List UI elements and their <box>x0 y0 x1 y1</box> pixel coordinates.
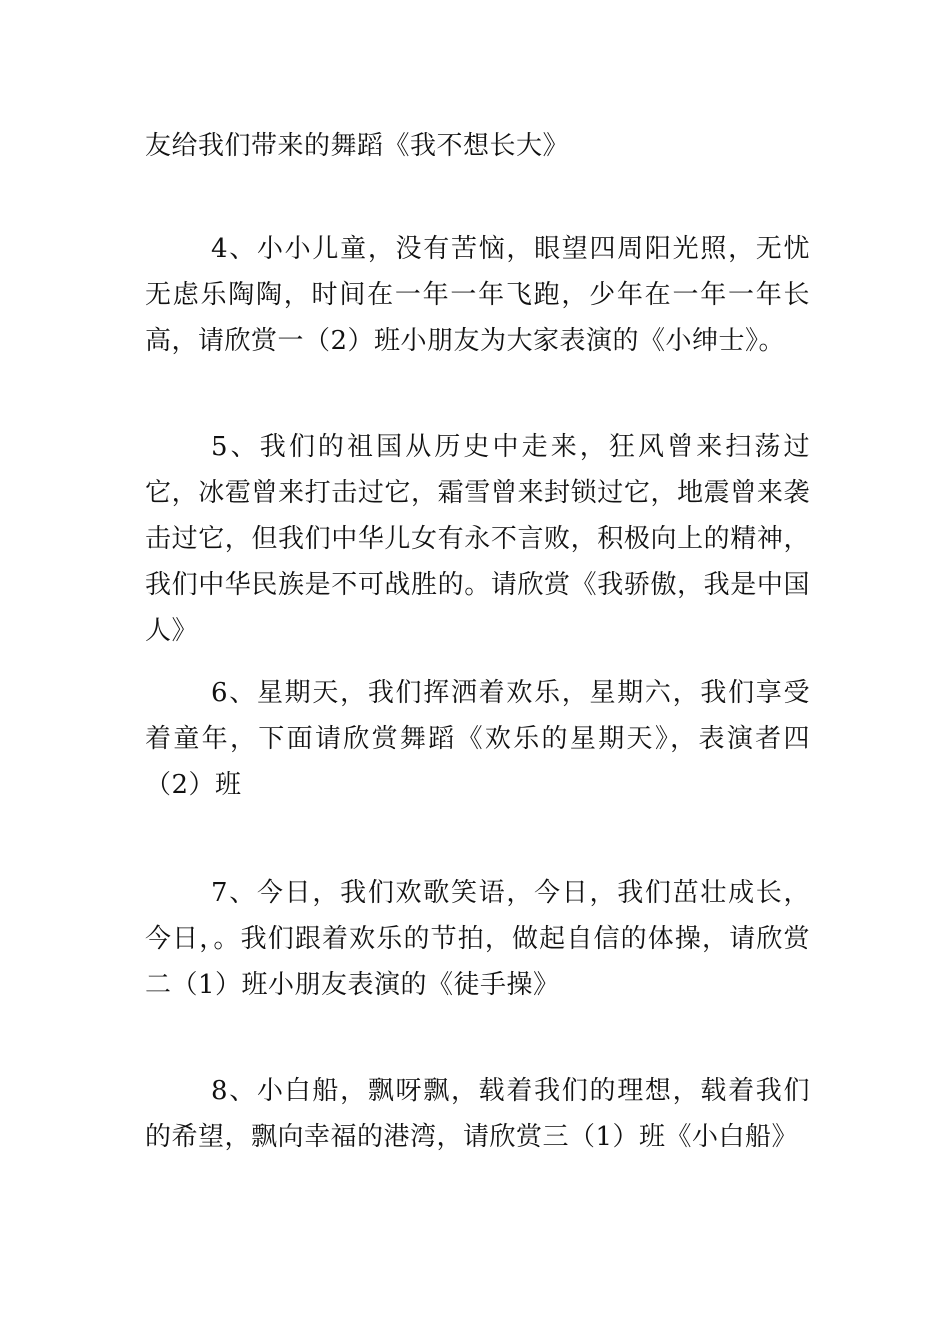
paragraph-item-7: 7、今日，我们欢歌笑语，今日，我们茁壮成长，今日，。我们跟着欢乐的节拍，做起自信的体操，请欣赏二（1）班小朋友表演的《徒手操》 <box>145 878 810 1000</box>
paragraph-continuation: 友给我们带来的舞蹈《我不想长大》 <box>145 131 570 161</box>
document-page <box>145 0 810 1344</box>
paragraph-item-4: 4、小小儿童，没有苦恼，眼望四周阳光照，无忧无虑乐陶陶，时间在一年一年飞跑，少年在一年一年长高，请欣赏一（2）班小朋友为大家表演的《小绅士》。 <box>145 234 810 356</box>
paragraph-item-8: 8、小白船，飘呀飘，载着我们的理想，载着我们的希望，飘向幸福的港湾，请欣赏三（1）班《小白船》 <box>145 1076 810 1152</box>
paragraph-item-6: 6、星期天，我们挥洒着欢乐，星期六，我们享受着童年，下面请欣赏舞蹈《欢乐的星期天》，表演者四（2）班 <box>145 678 810 800</box>
paragraph-item-5: 5、我们的祖国从历史中走来，狂风曾来扫荡过它，冰雹曾来打击过它，霜雪曾来封锁过它，地震曾来袭击过它，但我们中华儿女有永不言败，积极向上的精神，我们中华民族是不可战胜的。请欣赏《我骄傲，我是中国人》 <box>145 432 810 646</box>
